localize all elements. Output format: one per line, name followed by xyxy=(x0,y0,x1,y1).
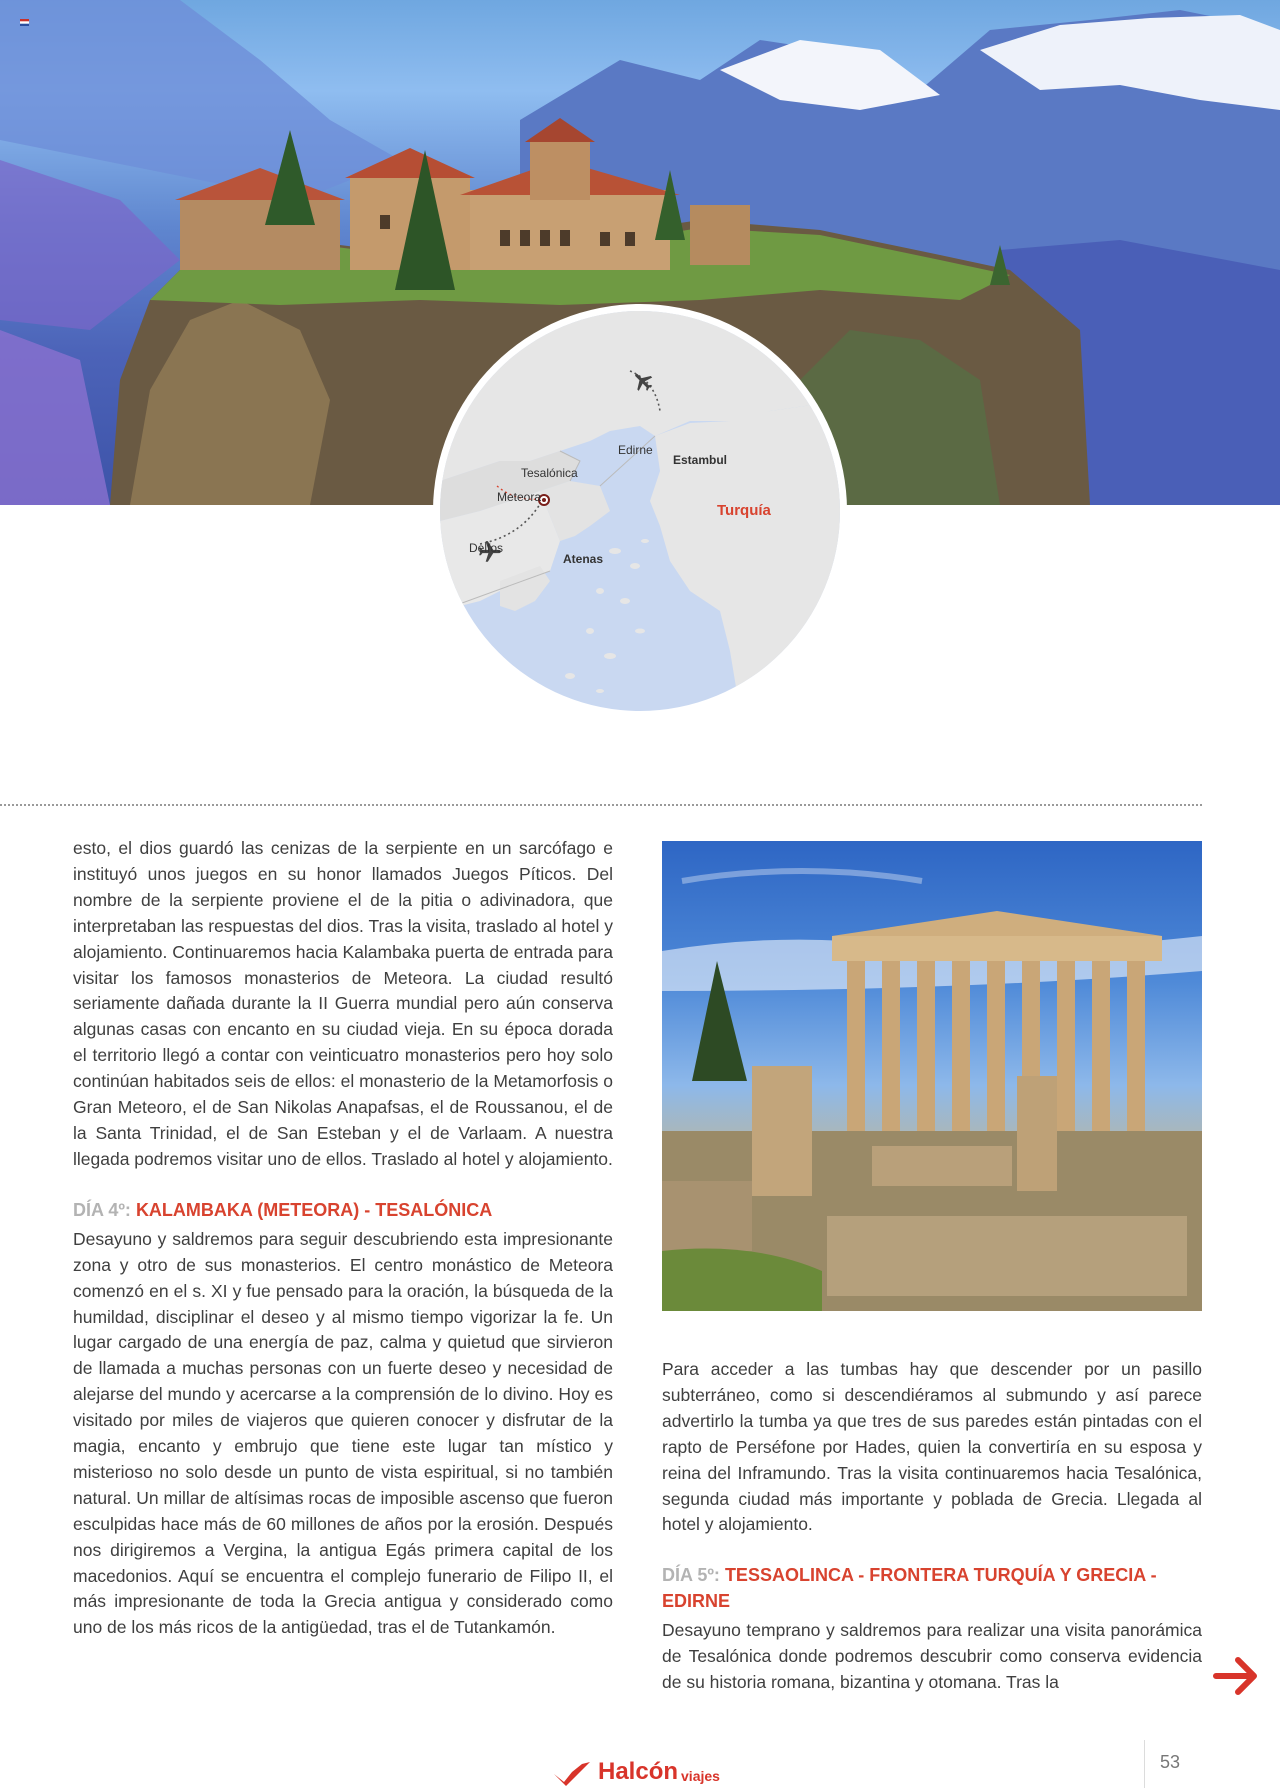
day-5-label: DÍA 5º: xyxy=(662,1565,720,1586)
day-5-heading xyxy=(662,1562,1202,1614)
flag-icon xyxy=(20,19,29,26)
plane-icon xyxy=(630,369,656,393)
route-map xyxy=(440,311,840,711)
footer-logo xyxy=(552,1756,720,1786)
brand-check-icon xyxy=(552,1760,592,1786)
parthenon-photo xyxy=(662,841,1202,1311)
page-number-separator xyxy=(1144,1740,1145,1788)
page-number: 53 xyxy=(1160,1752,1181,1772)
parthenon-illustration xyxy=(662,841,1202,1311)
day-4-label: DÍA 4º: xyxy=(73,1199,131,1220)
brand-sub: viajes xyxy=(681,1768,720,1784)
map-label-estambul: Estambul xyxy=(673,453,728,467)
map-label-meteora: Meteora xyxy=(497,490,542,504)
map-label-delfos: Delfos xyxy=(469,541,504,555)
map-label-turquia: Turquía xyxy=(717,502,771,519)
day-5-title: TESSAOLINCA - FRONTERA TURQUÍA Y GRECIA - EDIRNE xyxy=(662,1565,1157,1612)
day-4-title: KALAMBAKA (METEORA) - TESALÓNICA xyxy=(135,1199,493,1220)
day-5-paragraph: Desayuno temprano y saldremos para realizar una visita panorámica de Tesalónica donde podremos descubrir como conserva evidencia de su historia romana, bizantina y otomana. Tras la xyxy=(662,1620,1202,1693)
intro-paragraph: esto, el dios guardó las cenizas de la serpiente en un sarcófago e instituyó unos juegos en su honor llamados Juegos Píticos. Del nombre de la serpiente proviene el de la pitia o adivinadora, que interpretaban las respuestas del dios. Tras la visita, traslado al hotel y alojamiento. Continuaremos hacia Kalambaka puerta de entrada para visitar los famosos monasterios de Meteora. La ciudad resultó seriamente dañada durante la II Guerra mundial pero aún conserva algunas casas con encanto en su ciudad vieja. En su época dorada el territorio llegó a contar con veinticuatro monasterios pero hoy solo continúan habitados seis de ellos: el monasterio de la Metamorfosis o Gran Meteoro, el de San Nikolas Anapafsas, el de Roussanou, el de la Santa Trinidad, el de San Esteban y el de Varlaam. A nuestra llegada podremos visitar uno de ellos. Traslado al hotel y alojamiento. xyxy=(73,838,613,1169)
dotted-divider xyxy=(0,804,1202,806)
day-4-paragraph: Desayuno y saldremos para seguir descubriendo esta impresionante zona y otro de sus monasterios. El centro monástico de Meteora comenzó en el s. XI y fue pensado para la oración, la búsqueda de la humildad, disciplinar el deseo y al mismo tiempo vigorizar la fe. Un lugar cargado de una energía de paz, calma y quietud que sirvieron de llamada a muchas personas con un fuerte deseo y necesidad de alejarse del mundo y acercarse a la comprensión de lo divino. Hoy es visitado por miles de viajeros que quieren conocer y disfrutar de la magia, encanto y embrujo que tiene este lugar tan místico y misterioso no solo desde un punto de vista espiritual, si no también natural. Un millar de altísimas rocas de imposible ascenso que fueron esculpidas hace más de 60 millones de años por la erosión. Después nos dirigiremos a Vergina, la antigua Egás primera capital de los macedonios. Aquí se encuentra el complejo funerario de Filipo II, el más impresionante de toda la Grecia antigua y considerado como uno de los más ricos de la antigüedad, tras el de Tutankamón. xyxy=(73,1228,613,1638)
map-label-tesalonica: Tesalónica xyxy=(521,466,578,480)
left-column xyxy=(73,836,613,1641)
brand-name: Halcón xyxy=(598,1758,679,1785)
next-arrow-icon[interactable] xyxy=(1212,1652,1260,1700)
right-paragraph: Para acceder a las tumbas hay que descender por un pasillo subterráneo, como si descendiéramos al submundo y así parece advertirlo la tumba ya que tres de sus paredes están pintadas con el rapto de Perséfone por Hades, quien la convertiría en su esposa y reina del Inframundo. Tras la visita continuaremos hacia Tesalónica, segunda ciudad más importante y poblada de Grecia. Llegada al hotel y alojamiento. xyxy=(662,1359,1202,1535)
day-4-heading xyxy=(73,1197,613,1223)
map-label-edirne: Edirne xyxy=(618,443,653,457)
right-column xyxy=(662,1357,1202,1696)
map-label-atenas: Atenas xyxy=(563,552,604,566)
